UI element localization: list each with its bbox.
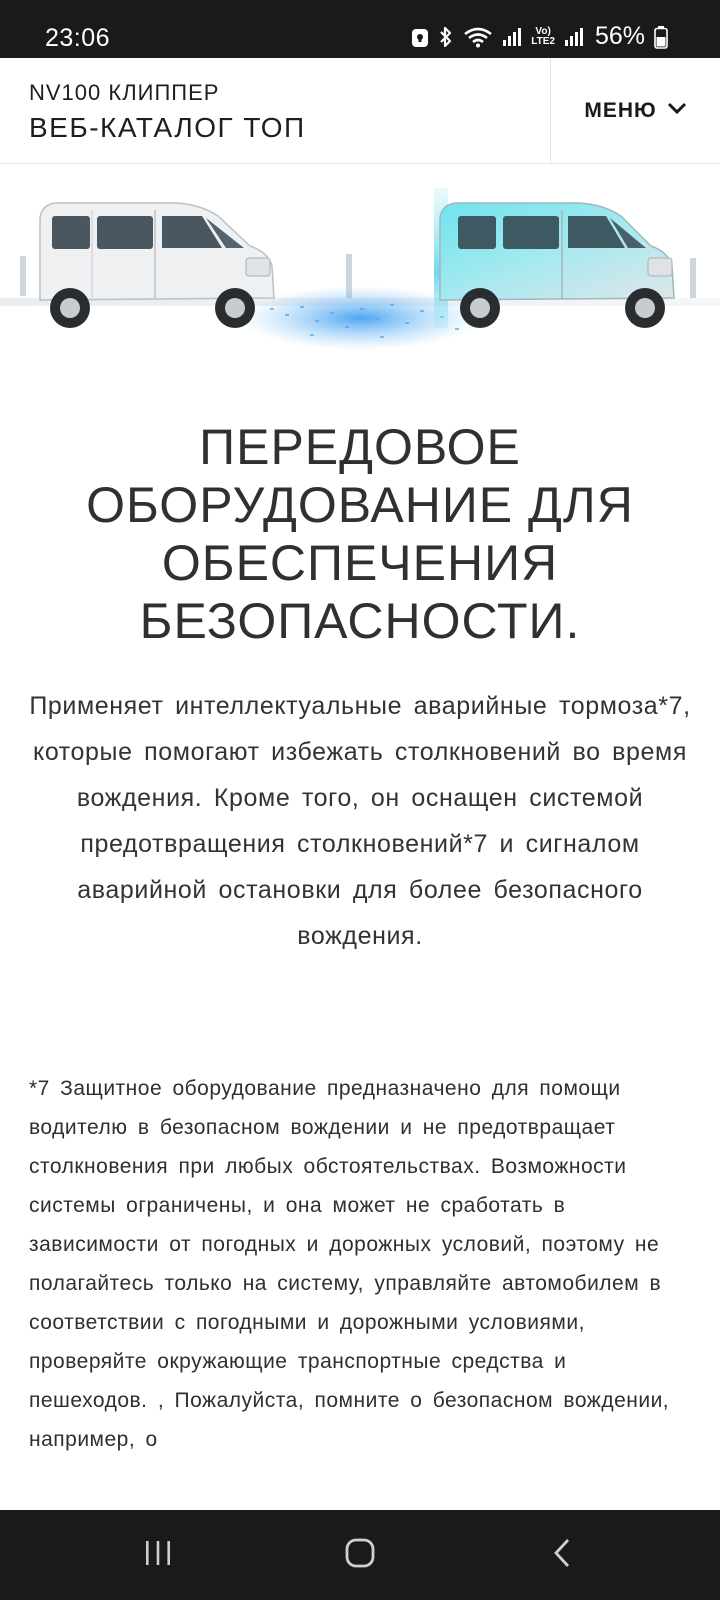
battery-percent: 56%	[594, 22, 645, 50]
hero-illustration	[0, 188, 720, 360]
status-icons	[411, 22, 668, 51]
page-title: ПЕРЕДОВОЕ ОБОРУДОВАНИЕ ДЛЯ ОБЕСПЕЧЕНИЯ БЕЗОПАСНОСТИ.	[86, 419, 634, 649]
bluetooth-icon	[438, 26, 454, 48]
chevron-down-icon	[667, 102, 687, 121]
back-icon	[552, 1537, 572, 1574]
recent-apps-button[interactable]	[98, 1510, 218, 1600]
menu-label: МЕНЮ	[584, 99, 657, 122]
vans-safety-illustration	[0, 188, 720, 360]
signal-icon-2	[564, 26, 584, 48]
left-van	[40, 203, 274, 328]
battery-icon	[654, 25, 668, 49]
back-button[interactable]	[502, 1510, 622, 1600]
volte-label-bottom: LTE2	[531, 35, 555, 47]
volte-label-top: Vo)	[535, 25, 551, 37]
feature-description: Применяет интеллектуальные аварийные тормоза*7, которые помогают избежать столкновений во время вождения. Кроме того, он оснащен системой предотвращения столкновений*7 и сигналом аварийной остановки для более безопасного вождения.	[29, 692, 691, 950]
catalog-title: ВЕБ-КАТАЛОГ ТОП	[29, 112, 306, 143]
menu-button[interactable]	[551, 58, 720, 164]
wifi-icon	[463, 26, 493, 48]
site-header	[0, 58, 720, 164]
system-nav-bar	[0, 1510, 720, 1600]
status-time: 23:06	[45, 24, 111, 52]
recent-apps-icon	[143, 1539, 173, 1572]
footnote-text: *7 Защитное оборудование предназначено для помощи водителю в безопасном вождении и не предотвращает столкновения при любых обстоятельствах. Возможности системы ограничены, и она может не сработать в зависимости от погодных и дорожных условий, поэтому не полагайтесь только на систему, управляйте автомобилем в соответствии с погодными и дорожными условиями, проверяйте окружающие транспортные средства и пешеходов. , Пожалуйста, помните о безопасном вождении, например, о	[29, 1077, 670, 1451]
home-button[interactable]	[300, 1510, 420, 1600]
status-bar	[0, 0, 720, 58]
brand-link[interactable]	[29, 80, 306, 144]
volte-icon	[531, 27, 555, 47]
brand-model: NV100 КЛИППЕР	[29, 80, 220, 105]
lock-notification-icon	[411, 26, 429, 48]
signal-icon	[502, 26, 522, 48]
right-van	[440, 203, 674, 328]
home-icon	[344, 1537, 376, 1574]
